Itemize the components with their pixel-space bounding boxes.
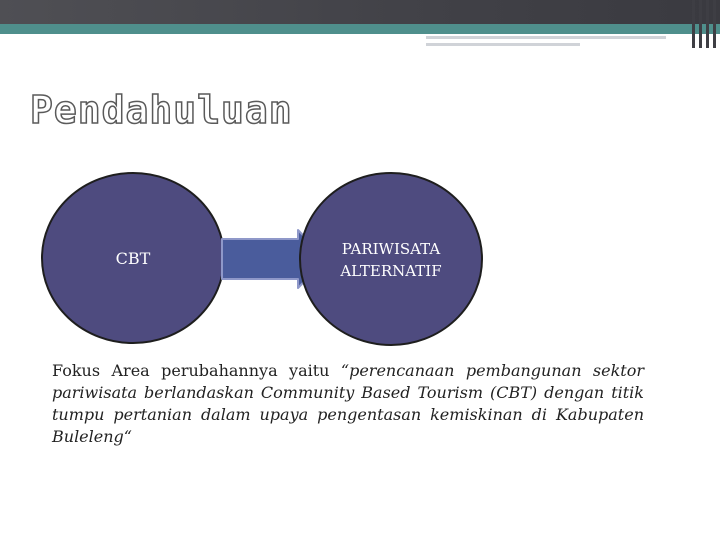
focus-description (52, 360, 644, 448)
focus-prefix: Fokus Area perubahannya yaitu (52, 361, 341, 380)
slide-title: Pendahuluan (30, 88, 293, 132)
focus-quote: “perencanaan pembangunan sektor pariwisata berlandaskan Community Based Tourism (CBT) dengan titik tumpu pertanian dalam upaya pengentasan kemiskinan di Kabupaten Buleleng“ (52, 361, 645, 446)
pariwisata-alternatif-label-line2: ALTERNATIF (340, 262, 442, 280)
cbt-node-label: CBT (115, 249, 151, 268)
pariwisata-alternatif-label-line1: PARIWISATA (341, 240, 441, 258)
pariwisata-alternatif-node (300, 173, 482, 345)
